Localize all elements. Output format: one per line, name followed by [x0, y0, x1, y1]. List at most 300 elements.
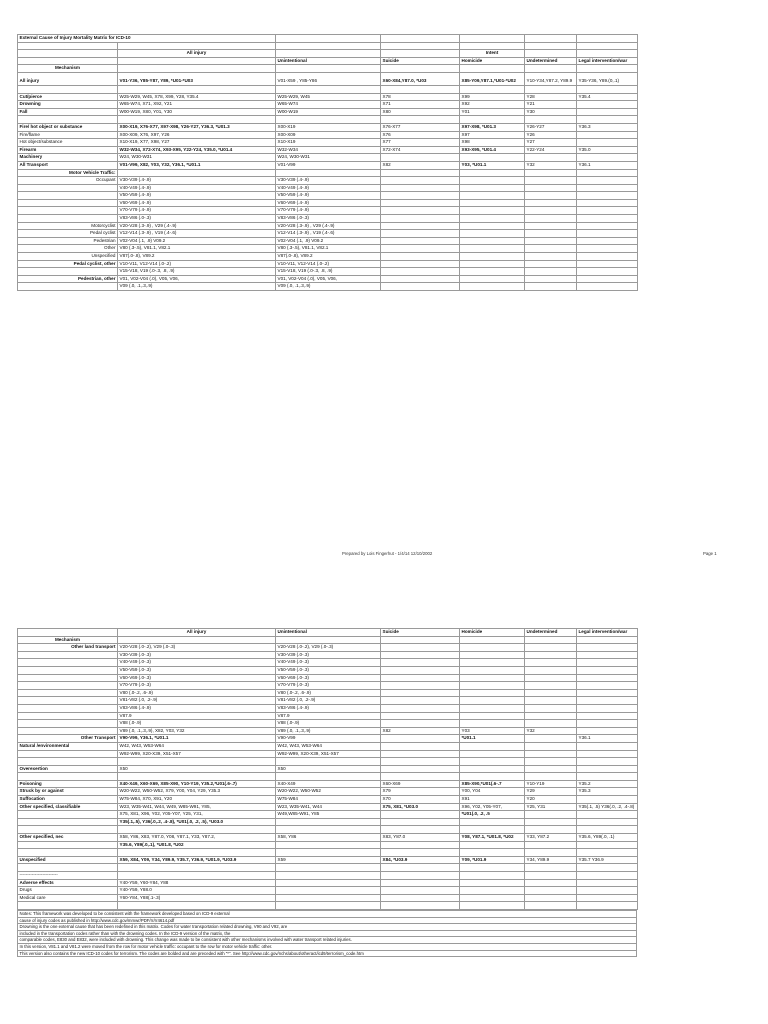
table-row [18, 199, 638, 207]
table-cell: V01-V99, X82, Y03, Y32, Y36.1, *U01.1 [118, 161, 276, 169]
table-cell [525, 659, 577, 667]
table-cell: V01, V02-V04 (.0), V05, V06, [276, 275, 381, 283]
table-cell [577, 139, 638, 147]
table-row [18, 887, 638, 895]
table-cell: V70-V79 (.0-.3) [118, 682, 276, 690]
matrix-table-page-2 [17, 628, 638, 910]
row-label [18, 268, 118, 276]
table-cell: X85-X90,*U01(.6-.7 [460, 780, 525, 788]
table-cell [577, 169, 638, 177]
table-cell [525, 245, 577, 253]
table-cell: Y20 [525, 796, 577, 804]
table-row [18, 123, 638, 131]
table-cell [276, 826, 381, 834]
table-cell: W23, W35-W41, W44 [276, 803, 381, 811]
table-cell: V20-V28 (.3-.9) , V29 (.4-.9) [276, 222, 381, 230]
table-row [18, 704, 638, 712]
table-cell [577, 199, 638, 207]
table-cell: X00-X19 [276, 123, 381, 131]
table-row [18, 260, 638, 268]
table-cell [118, 849, 276, 857]
table-cell: V89 (.0, .1,.3,.9) [276, 727, 381, 735]
table-cell: W92-W99, X20-X39, X51-X57 [118, 750, 276, 758]
table-cell [381, 704, 460, 712]
table-cell [525, 689, 577, 697]
table-cell: V30-V39 (.4-.9) [276, 177, 381, 185]
table-cell [460, 864, 525, 872]
table-row [18, 872, 638, 880]
table-cell: X72-X74 [381, 146, 460, 154]
table-cell [525, 826, 577, 834]
table-cell [381, 245, 460, 253]
table-cell [460, 674, 525, 682]
table-cell: X82 [381, 161, 460, 169]
table-row [18, 644, 638, 652]
table-row [18, 85, 638, 93]
row-label: All Transport [18, 161, 118, 169]
table-row [18, 222, 638, 230]
table-cell [381, 275, 460, 283]
table-cell [381, 894, 460, 902]
table-cell: Y35(.1,.5), Y36(.0,.2, .4-.8), *U01(.0, .2, .5), *U03.0 [118, 818, 276, 826]
col-header-intent: Intent [460, 50, 525, 58]
row-label [18, 864, 118, 872]
p2-col-header-all-injury: All injury [118, 629, 276, 637]
table-cell [381, 811, 460, 819]
table-cell [577, 651, 638, 659]
row-label [18, 666, 118, 674]
table-cell [118, 758, 276, 766]
table-cell [118, 872, 276, 880]
table-cell [577, 207, 638, 215]
table-cell [460, 659, 525, 667]
table-cell: V12-V14 (.3-.9) , V19 (.4-.6) [118, 230, 276, 238]
table-cell: Y08, Y87.1, *U01.8, *U02 [460, 834, 525, 842]
table-cell [525, 773, 577, 781]
table-cell [577, 674, 638, 682]
table-cell [577, 666, 638, 674]
table-cell: Y22-Y24 [525, 146, 577, 154]
table-row [18, 207, 638, 215]
table-row [18, 93, 638, 101]
table-cell [381, 666, 460, 674]
table-row [18, 849, 638, 857]
table-cell: Y35.2 [577, 780, 638, 788]
table-cell [525, 887, 577, 895]
table-cell: X79 [381, 788, 460, 796]
row-label [18, 758, 118, 766]
table-cell [276, 116, 381, 124]
row-label [18, 651, 118, 659]
table-cell: X85-Y09,Y87.1,*U01-*U02 [460, 72, 525, 85]
table-cell: V01-Y36, Y85-Y87, Y89, *U01-*U03 [118, 72, 276, 85]
table-row [18, 811, 638, 819]
table-cell [577, 108, 638, 116]
table-cell: V81-V82 (.0, .2-.9) [276, 697, 381, 705]
table-cell: W32-W34 [276, 146, 381, 154]
table-cell [525, 849, 577, 857]
table-cell: X97 [460, 131, 525, 139]
table-cell [525, 879, 577, 887]
table-cell [381, 689, 460, 697]
table-cell [276, 872, 381, 880]
table-cell: Y28 [525, 93, 577, 101]
table-cell [577, 245, 638, 253]
table-cell [577, 872, 638, 880]
table-cell: X00-X19, X76-X77, X97-X98, Y26-Y27, Y36.3, *U01.3 [118, 123, 276, 131]
page-1-rows [18, 72, 638, 290]
table-cell: W75-W84 [276, 796, 381, 804]
table-cell: Y09, *U01.9 [460, 856, 525, 864]
table-cell [525, 268, 577, 276]
table-cell [118, 116, 276, 124]
table-cell [381, 879, 460, 887]
table-cell: V60-V69 (.0-.3) [118, 674, 276, 682]
table-cell [460, 765, 525, 773]
table-cell: X10-X19 [276, 139, 381, 147]
table-cell: V40-V49 (.4-.9) [276, 184, 381, 192]
table-cell [118, 864, 276, 872]
table-row [18, 697, 638, 705]
table-cell [460, 712, 525, 720]
table-cell: Y03, *U01.1 [460, 161, 525, 169]
table-cell: V90-V99, Y36.1, *U01.1 [118, 735, 276, 743]
row-label [18, 902, 118, 910]
table-row [18, 283, 638, 291]
table-cell [525, 864, 577, 872]
table-cell [460, 275, 525, 283]
table-cell [276, 864, 381, 872]
table-cell: Y26-Y27 [525, 123, 577, 131]
table-cell: V60-V69 (.4-.9) [276, 199, 381, 207]
table-cell [460, 260, 525, 268]
table-row [18, 146, 638, 154]
table-row [18, 116, 638, 124]
table-cell: Y40-Y59, Y60-Y84, Y88 [118, 879, 276, 887]
table-cell [577, 712, 638, 720]
table-cell [276, 887, 381, 895]
table-cell [381, 116, 460, 124]
table-cell: W20-W22, W50-W52 [276, 788, 381, 796]
table-cell [460, 116, 525, 124]
p2-col-header-legal: Legal intervention/war [577, 629, 638, 637]
table-cell [460, 720, 525, 728]
row-label [18, 704, 118, 712]
table-cell: Y36.3 [577, 123, 638, 131]
table-cell [460, 644, 525, 652]
col-header-undetermined: Undetermined [525, 57, 577, 65]
row-label [18, 712, 118, 720]
table-cell: X71 [381, 101, 460, 109]
table-cell [525, 712, 577, 720]
table-cell: V83-V86 (.0-.3) [118, 215, 276, 223]
table-cell: X93-X95, *U01.4 [460, 146, 525, 154]
row-label: Fire/ hot object or substance [18, 123, 118, 131]
row-label: Firearm [18, 146, 118, 154]
table-cell: Y60-Y84, Y88(.1-.3) [118, 894, 276, 902]
table-cell [525, 260, 577, 268]
table-cell: X50 [276, 765, 381, 773]
table-cell: V60-V69 (.4-.9) [118, 199, 276, 207]
table-cell [381, 849, 460, 857]
table-cell [577, 811, 638, 819]
col-header-suicide: Suicide [381, 57, 460, 65]
table-cell: X96, Y02, Y05-Y07, [460, 803, 525, 811]
table-cell: W32-W34, X72-X74, X93-X95, Y22-Y24, Y35.0, *U01.4 [118, 146, 276, 154]
table-cell [577, 894, 638, 902]
table-row [18, 131, 638, 139]
table-row [18, 788, 638, 796]
table-cell [577, 659, 638, 667]
table-row [18, 101, 638, 109]
table-cell: Y26 [525, 131, 577, 139]
table-row [18, 72, 638, 85]
table-cell [577, 268, 638, 276]
table-cell [525, 192, 577, 200]
table-row [18, 268, 638, 276]
table-cell: V80 (.3-.5), V81.1, V82.1 [118, 245, 276, 253]
notes-block [17, 910, 637, 957]
row-label [18, 215, 118, 223]
table-cell: V15-V18, V19 (.0-.3, .8, .9) [118, 268, 276, 276]
table-row [18, 758, 638, 766]
row-label: Motor Vehicle Traffic: [18, 169, 118, 177]
table-cell: Y35(.1, .5) Y36(.0, .2, .4-.8) [577, 803, 638, 811]
table-row [18, 253, 638, 261]
table-cell [577, 727, 638, 735]
row-label [18, 697, 118, 705]
table-cell: W42, W43, W53-W64 [276, 742, 381, 750]
table-cell [577, 697, 638, 705]
table-cell [577, 237, 638, 245]
table-cell [577, 230, 638, 238]
table-cell [460, 230, 525, 238]
table-cell: V30-V39 (.0-.3) [118, 651, 276, 659]
table-cell [118, 169, 276, 177]
table-cell [118, 773, 276, 781]
table-cell [381, 735, 460, 743]
row-label [18, 841, 118, 849]
table-cell: X40-X49, X60-X69, X85-X90, Y10-Y19, Y35.2,*U01(.6-.7) [118, 780, 276, 788]
table-cell [525, 207, 577, 215]
table-cell [577, 116, 638, 124]
table-cell [381, 659, 460, 667]
table-cell [381, 85, 460, 93]
table-cell: X58, Y86 [276, 834, 381, 842]
table-cell: V10-V11, V12-V14 (.0-.2) [276, 260, 381, 268]
row-label: Cut/pierce [18, 93, 118, 101]
table-cell [381, 818, 460, 826]
table-cell: X84, *U03.9 [381, 856, 460, 864]
table-cell [577, 887, 638, 895]
table-cell [460, 689, 525, 697]
table-cell [381, 222, 460, 230]
row-label [18, 283, 118, 291]
table-cell [460, 773, 525, 781]
table-cell: Y36.1 [577, 735, 638, 743]
table-cell: W25-W29, W45 [276, 93, 381, 101]
table-cell: X40-X49 [276, 780, 381, 788]
table-row [18, 139, 638, 147]
table-cell [460, 750, 525, 758]
table-cell: X10-X19, X77, X98, Y27 [118, 139, 276, 147]
table-cell [525, 169, 577, 177]
table-cell: V50-V59 (.4-.9) [276, 192, 381, 200]
table-row [18, 184, 638, 192]
table-cell [381, 902, 460, 910]
row-label [18, 192, 118, 200]
table-row [18, 879, 638, 887]
table-cell: Y00, Y04 [460, 788, 525, 796]
table-cell [381, 758, 460, 766]
table-cell [118, 85, 276, 93]
table-cell: Y10-Y34,Y87.2, Y89.9 [525, 72, 577, 85]
table-row [18, 765, 638, 773]
table-cell [381, 207, 460, 215]
table-cell [276, 879, 381, 887]
table-cell [577, 841, 638, 849]
table-row [18, 856, 638, 864]
table-cell: V90-V99 [276, 735, 381, 743]
table-cell [525, 666, 577, 674]
table-cell [276, 894, 381, 902]
table-cell [276, 818, 381, 826]
table-cell [525, 116, 577, 124]
row-label: Other specified, classifiable [18, 803, 118, 811]
row-label [18, 849, 118, 857]
table-cell: V12-V14 (.3-.9) , V19 (.4-.6) [276, 230, 381, 238]
table-cell [381, 742, 460, 750]
table-cell: V30-V39 (.0-.3) [276, 651, 381, 659]
table-cell [577, 720, 638, 728]
table-cell: W75-W84, X70, X91, Y20 [118, 796, 276, 804]
table-cell [525, 237, 577, 245]
table-cell [460, 872, 525, 880]
table-cell [577, 765, 638, 773]
row-label [18, 811, 118, 819]
table-cell: V02-V04 (.1, .9) V09.2 [118, 237, 276, 245]
table-cell [525, 222, 577, 230]
table-cell: X59, X84, Y09, Y34, Y89.9, Y35.7, Y36.9, *U01.9, *U03.9 [118, 856, 276, 864]
col-header-all-injury: All injury [118, 50, 276, 58]
table-cell [577, 826, 638, 834]
table-cell [381, 199, 460, 207]
table-cell [525, 644, 577, 652]
row-label: Pedestrian [18, 237, 118, 245]
table-cell: X91 [460, 796, 525, 804]
table-row [18, 177, 638, 185]
table-cell: V01-X59 , Y85-Y86 [276, 72, 381, 85]
row-label: Other [18, 245, 118, 253]
table-cell: X83, Y87.0 [381, 834, 460, 842]
row-label: Drowning [18, 101, 118, 109]
table-row [18, 780, 638, 788]
table-cell [381, 177, 460, 185]
table-cell [460, 169, 525, 177]
table-cell: *U01.1 [460, 735, 525, 743]
table-cell: V87(.0-.8), V89.2 [118, 253, 276, 261]
table-cell [460, 697, 525, 705]
table-row [18, 245, 638, 253]
table-cell: V87.9 [118, 712, 276, 720]
page-2 [17, 628, 637, 957]
table-cell [577, 85, 638, 93]
table-cell [460, 818, 525, 826]
table-cell: Y27 [525, 139, 577, 147]
table-cell [381, 682, 460, 690]
table-row [18, 712, 638, 720]
table-cell [460, 894, 525, 902]
table-cell [381, 697, 460, 705]
table-cell: X00-X09, X76, X97, Y26 [118, 131, 276, 139]
table-cell [381, 154, 460, 162]
table-row [18, 864, 638, 872]
row-label [18, 184, 118, 192]
table-cell: W24, W30-W31 [118, 154, 276, 162]
row-label: Medical care [18, 894, 118, 902]
table-cell [460, 154, 525, 162]
table-row [18, 666, 638, 674]
table-cell: X76-X77 [381, 123, 460, 131]
table-cell [460, 237, 525, 245]
table-cell [525, 758, 577, 766]
table-cell [577, 644, 638, 652]
table-cell [460, 215, 525, 223]
row-label: Pedal cyclist [18, 230, 118, 238]
table-cell [276, 773, 381, 781]
table-row [18, 803, 638, 811]
table-cell: V20-V28 (.0-.2), V29 (.0-.3) [276, 644, 381, 652]
table-cell [577, 689, 638, 697]
row-label [18, 750, 118, 758]
table-cell: V88 (.0-.9) [118, 720, 276, 728]
table-row [18, 818, 638, 826]
matrix-table-page-1 [17, 34, 638, 291]
table-cell [525, 697, 577, 705]
table-cell [525, 154, 577, 162]
table-cell [460, 268, 525, 276]
table-cell: Y35.4 [577, 93, 638, 101]
row-label [18, 674, 118, 682]
table-cell [577, 131, 638, 139]
table-cell: *U01(.0, .2, .5 [460, 811, 525, 819]
row-label: Pedestrian, other [18, 275, 118, 283]
table-cell: X60-X69 [381, 780, 460, 788]
table-cell: V40-V49 (.0-.3) [276, 659, 381, 667]
table-cell [525, 902, 577, 910]
table-row [18, 826, 638, 834]
table-row [18, 689, 638, 697]
p2-col-header-homicide: Homicide [460, 629, 525, 637]
table-row [18, 275, 638, 283]
row-label: Natural /environmental [18, 742, 118, 750]
table-row [18, 841, 638, 849]
table-cell [577, 192, 638, 200]
table-cell: W24, W30-W31 [276, 154, 381, 162]
table-cell [460, 253, 525, 261]
table-cell: Y35.0 [577, 146, 638, 154]
table-row [18, 735, 638, 743]
table-cell [577, 222, 638, 230]
table-cell: X77 [381, 139, 460, 147]
table-cell: X70 [381, 796, 460, 804]
table-cell: V15-V18, V19 (.0-.3, .8, .9) [276, 268, 381, 276]
table-cell [525, 742, 577, 750]
table-cell [577, 879, 638, 887]
col-header-legal: Legal intervention/war [577, 57, 638, 65]
table-row [18, 192, 638, 200]
table-row [18, 237, 638, 245]
